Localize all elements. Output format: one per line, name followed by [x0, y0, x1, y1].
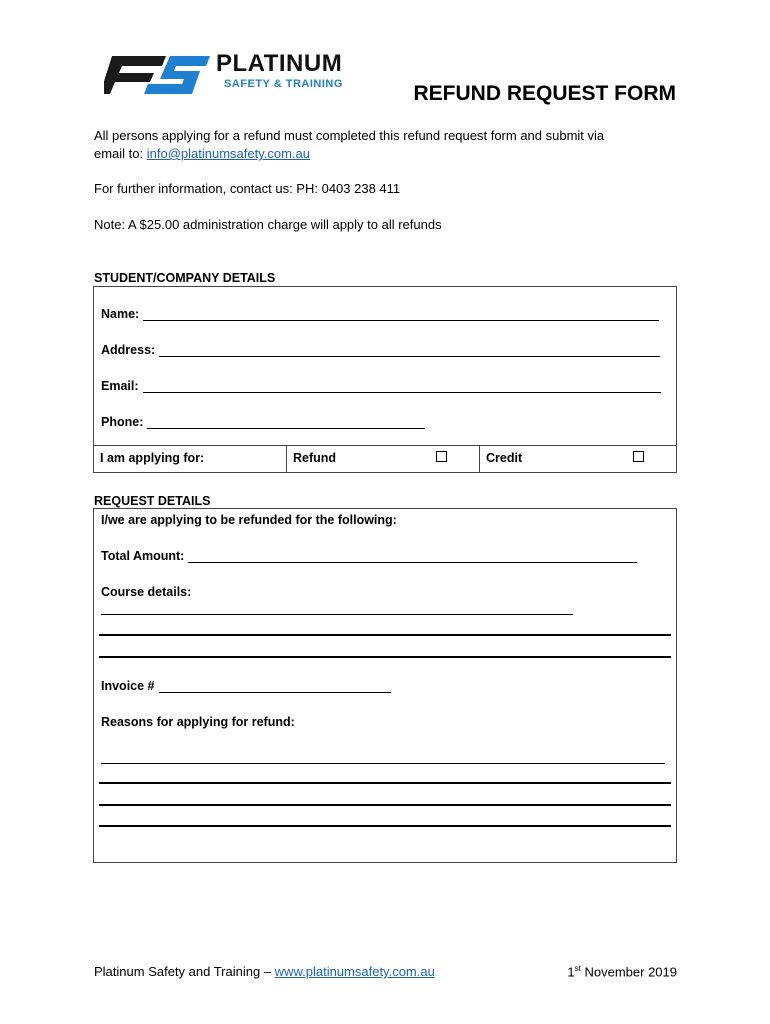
address-input-line[interactable]: [159, 344, 660, 357]
credit-label: Credit: [486, 451, 523, 465]
total-amount-input-line[interactable]: [188, 550, 637, 563]
intro-line-1: All persons applying for a refund must completed this refund request form and submit via: [94, 128, 605, 143]
email-label: Email:: [101, 379, 139, 393]
student-section-heading: STUDENT/COMPANY DETAILS: [94, 271, 276, 285]
brand-name: PLATINUM: [216, 50, 343, 77]
footer-date-day: 1: [567, 964, 575, 980]
total-amount-label: Total Amount:: [101, 549, 185, 563]
address-label: Address:: [101, 343, 156, 357]
refund-checkbox[interactable]: [436, 451, 447, 462]
reasons-line-3[interactable]: [99, 804, 671, 806]
applying-label-cell: [94, 446, 287, 472]
course-details-line-3[interactable]: [99, 656, 671, 658]
request-intro-text: I/we are applying to be refunded for the following:: [101, 513, 397, 527]
name-field[interactable]: [101, 307, 659, 321]
request-section-heading: REQUEST DETAILS: [94, 494, 211, 508]
course-details-field: [101, 585, 191, 599]
footer-website-link[interactable]: www.platinumsafety.com.au: [274, 964, 435, 979]
request-intro: [101, 513, 397, 527]
credit-checkbox[interactable]: [633, 451, 644, 462]
refund-label: Refund: [293, 451, 337, 465]
email-field[interactable]: [101, 379, 661, 393]
intro-line-2: [94, 146, 310, 161]
footer-date: [567, 964, 677, 979]
phone-label: Phone:: [101, 415, 144, 429]
phone-field[interactable]: [101, 415, 425, 429]
intro-email-prefix: email to:: [94, 146, 147, 161]
course-details-line-2[interactable]: [99, 634, 671, 636]
reasons-label: Reasons for applying for refund:: [101, 715, 295, 729]
applying-label: I am applying for:: [100, 451, 205, 465]
footer-date-rest: November 2019: [580, 964, 677, 980]
reasons-line-4[interactable]: [99, 825, 671, 827]
applying-for-row: [94, 445, 676, 472]
course-details-line-1[interactable]: [101, 614, 573, 615]
footer-date-suffix: st: [574, 964, 581, 973]
brand-tagline: SAFETY & TRAINING: [224, 78, 343, 90]
ps-logo-icon: [104, 52, 214, 98]
address-field[interactable]: [101, 343, 660, 357]
invoice-field[interactable]: [101, 679, 391, 693]
student-details-box: [93, 286, 677, 473]
note-line: Note: A $25.00 administration charge will apply to all refunds: [94, 217, 442, 232]
request-details-box: [93, 508, 677, 863]
phone-input-line[interactable]: [147, 416, 425, 429]
email-link[interactable]: info@platinumsafety.com.au: [146, 146, 311, 161]
credit-option[interactable]: [480, 446, 676, 472]
page-title: REFUND REQUEST FORM: [413, 82, 676, 105]
reasons-field: [101, 715, 295, 729]
email-input-line[interactable]: [143, 380, 661, 393]
invoice-input-line[interactable]: [159, 680, 391, 693]
reasons-line-2[interactable]: [99, 782, 671, 784]
reasons-line-1[interactable]: [101, 763, 665, 764]
invoice-label: Invoice #: [101, 679, 155, 693]
refund-option[interactable]: [287, 446, 480, 472]
contact-line: For further information, contact us: PH: 0403 238 411: [94, 181, 401, 196]
total-amount-field[interactable]: [101, 549, 637, 563]
footer-left: [94, 964, 435, 979]
name-label: Name:: [101, 307, 140, 321]
footer-company: Platinum Safety and Training –: [94, 964, 275, 979]
course-details-label: Course details:: [101, 585, 192, 599]
name-input-line[interactable]: [143, 308, 659, 321]
brand-logo: [104, 50, 364, 100]
